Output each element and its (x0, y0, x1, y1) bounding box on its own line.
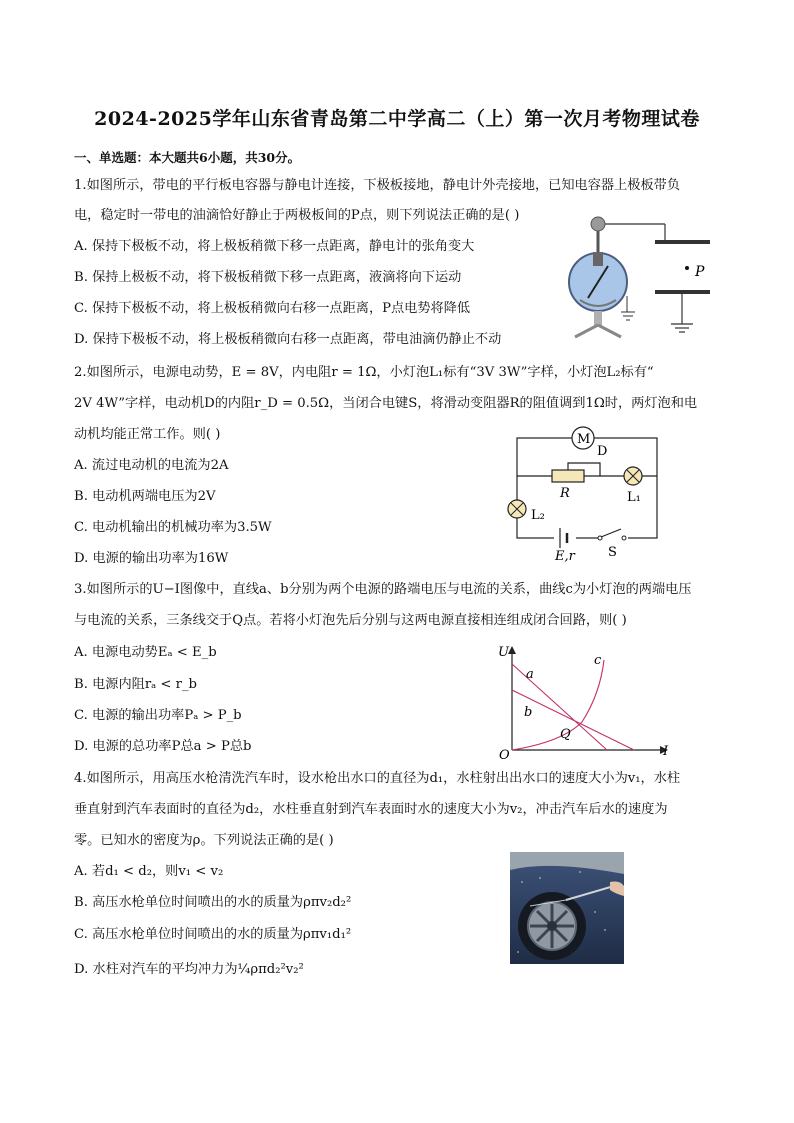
motor-symbol: M (577, 432, 591, 447)
q1-option-a: A. 保持下极板不动，将上极板稍微下移一点距离，静电计的张角变大 (74, 239, 475, 254)
motor-label: D (597, 444, 608, 459)
lamp-l2-label: L₂ (531, 508, 545, 523)
line-b (512, 690, 634, 750)
q1-option-d: D. 保持下极板不动，将上极板稍微向右移一点距离，带电油滴仍静止不动 (74, 332, 502, 347)
curve-c-label: c (594, 653, 602, 668)
point-q-label: Q (560, 727, 571, 742)
rheostat-icon (552, 470, 584, 482)
line-b-label: b (524, 705, 533, 720)
q4-option-a: A. 若d₁ < d₂，则v₁ < v₂ (74, 864, 224, 879)
q1-option-b: B. 保持上极板不动，将下极板稍微下移一点距离，液滴将向下运动 (74, 270, 462, 285)
q3-option-c: C. 电源的输出功率Pₐ > P_b (74, 708, 242, 723)
q2-stem-line-3: 动机均能正常工作。则( ) (74, 427, 221, 442)
q3-option-a: A. 电源电动势Eₐ < E_b (74, 645, 217, 660)
point-p-label: P (695, 264, 705, 280)
q3-stem-line-1: 3.如图所示的U−I图像中，直线a、b分别为两个电源的路端电压与电流的关系，曲线c为小灯泡的两端电压 (74, 582, 692, 597)
switch-label: S (608, 545, 617, 560)
rheostat-label: R (560, 486, 570, 501)
q4-option-c: C. 高压水枪单位时间喷出的水的质量为ρπv₁d₁² (74, 927, 352, 942)
q2-option-c: C. 电动机输出的机械功率为3.5W (74, 520, 272, 535)
page-title: 2024-2025学年山东省青岛第二中学高二（上）第一次月考物理试卷 (94, 108, 700, 130)
origin-label: O (499, 748, 510, 763)
q2-option-b: B. 电动机两端电压为2V (74, 489, 216, 504)
line-a-label: a (526, 667, 534, 682)
oil-drop-point (685, 266, 689, 270)
q1-stem-line-1: 1.如图所示，带电的平行板电容器与静电计连接，下极板接地，静电计外壳接地，已知电容器上极板带负 (74, 178, 681, 193)
car-wash-photo (510, 852, 624, 964)
u-axis-label: U (498, 645, 509, 660)
q3-stem-line-2: 与电流的关系，三条线交于Q点。若将小灯泡先后分别与这两电源直接相连组成闭合回路，则( ) (74, 613, 627, 628)
q4-option-b: B. 高压水枪单位时间喷出的水的质量为ρπv₂d₂² (74, 895, 352, 910)
u-i-graph (492, 642, 677, 767)
q2-option-a: A. 流过电动机的电流为2A (74, 458, 229, 473)
i-axis-label: I (663, 744, 669, 759)
q2-stem-line-1: 2.如图所示，电源电动势，E = 8V，内电阻r = 1Ω，小灯泡L₁标有“3V 3W”字样，小灯泡L₂标有“ (74, 365, 654, 380)
lamp-l1-label: L₁ (627, 490, 641, 505)
q3-option-b: B. 电源内阻rₐ < r_b (74, 677, 197, 692)
q2-option-d: D. 电源的输出功率为16W (74, 551, 229, 566)
q4-stem-line-2: 垂直射到汽车表面时的直径为d₂，水柱垂直射到汽车表面时水的速度大小为v₂，冲击汽车后水的速度为 (74, 802, 668, 817)
q4-option-d: D. 水柱对汽车的平均冲力为¼ρπd₂²v₂² (74, 962, 304, 977)
section-heading: 一、单选题：本大题共6小题，共30分。 (74, 150, 301, 165)
electroscope-capacitor-figure (555, 212, 725, 352)
q3-option-d: D. 电源的总功率P总a > P总b (74, 739, 252, 754)
q4-stem-line-3: 零。已知水的密度为ρ。下列说法正确的是( ) (74, 833, 334, 848)
q1-stem-line-2: 电，稳定时一带电的油滴恰好静止于两极板间的P点，则下列说法正确的是( ) (74, 208, 520, 223)
q1-option-c: C. 保持下极板不动，将上极板稍微向右移一点距离，P点电势将降低 (74, 301, 471, 316)
circuit-figure (500, 425, 670, 565)
q2-stem-line-2: 2V 4W”字样，电动机D的内阻r_D = 0.5Ω，当闭合电键S，将滑动变阻器R的阻值调到1Ω时，两灯泡和电 (74, 396, 698, 411)
source-label: E,r (555, 549, 575, 564)
q4-stem-line-1: 4.如图所示，用高压水枪清洗汽车时，设水枪出水口的直径为d₁，水柱射出出水口的速度大小为v₁，水柱 (74, 771, 681, 786)
